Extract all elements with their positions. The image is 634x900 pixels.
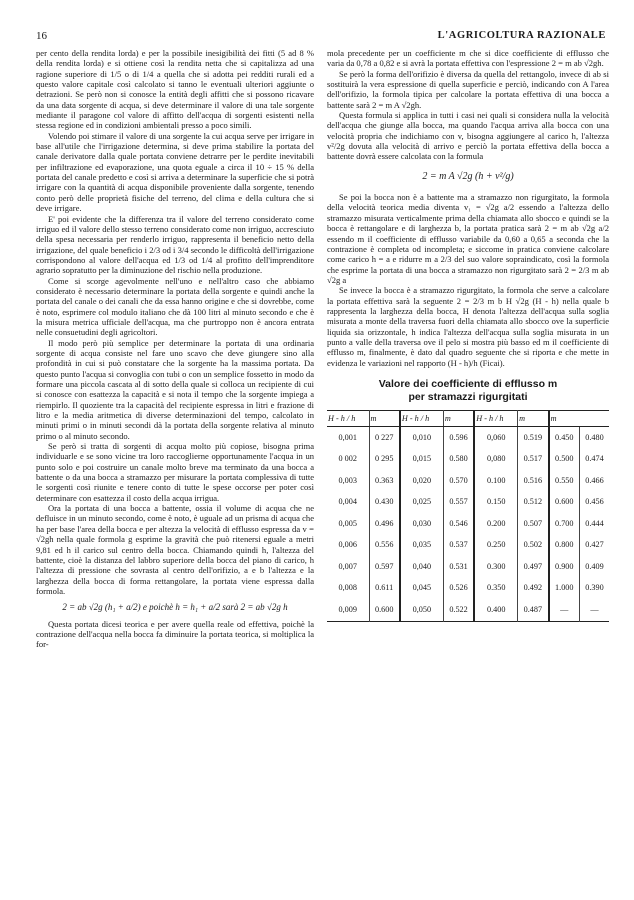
table-cell: 0.596: [443, 426, 474, 448]
table-cell: 0,001: [338, 432, 357, 442]
table-cell: 0.487: [518, 599, 549, 621]
paragraph: E' poi evidente che la differenza tra il valore del terreno considerato come irriguo ed il valore dello stesso terreno considerato come non irriguo, accresciuto della spesa necessaria per renderlo irriguo, rappresenta il beneficio netto della irrigazione, del quale beneficio i 2/3 od i 3/4 secondo le difficoltà dell'irrigazione corrispondono al valore dell'acqua ed 1/3 od 1/4 al profitto dell'imprenditore agrario sopratutto per la diminuzione del rischio nella produzione.: [36, 213, 314, 276]
table-row: [327, 599, 609, 621]
table-cell: 0.456: [579, 492, 609, 514]
table-cell: 0,050: [400, 599, 443, 621]
table-cell: 0,006: [338, 540, 357, 550]
table-cell: —: [549, 599, 580, 621]
coefficient-table: [327, 410, 609, 622]
table-title-line: per stramazzi rigurgitati: [408, 390, 528, 403]
table-cell: 0.427: [579, 535, 609, 557]
table-cell: 0.430: [369, 492, 400, 514]
table-row: [327, 470, 609, 492]
table-cell: 0,060: [474, 426, 517, 448]
table-cell: 0.570: [443, 470, 474, 492]
table-cell: 0.150: [474, 492, 517, 514]
table-cell: 0,025: [400, 492, 443, 514]
column-header: H - h / h: [327, 410, 369, 426]
paragraph: Questa portata dicesi teorica e per avere quella reale od effettiva, poichè la contrazione dell'acqua nella bocca fa diminuire la portata teorica, si moltiplica la for-: [36, 618, 314, 650]
running-title: L'AGRICOLTURA RAZIONALE: [437, 30, 606, 41]
table-cell: 0.450: [549, 426, 580, 448]
paragraph: Se invece la bocca è a stramazzo rigurgitato, la formola che serve a calcolare la portata effettiva sarà la seguente 2 = 2/3 m b H √2g (H - h) nella quale b rappresenta la larghezza della bocca, H denota l'altezza dell'acqua sulla soglia misurata a monte della traversa fuori della chiamata allo sbocco ove la superficie liquida sia orizzontale, h indica l'altezza dell'acqua sulla soglia misurata in un punto a valle della traversa ove il pelo si mostra più basso ed m il coefficiente di efflusso m, finalmente, è dato dal quadro seguente che si riporta e che mette in evidenza le variazioni nel rapporto (H - h)/h (Ficai).: [327, 285, 609, 368]
page-number: 16: [36, 30, 47, 42]
table-cell: 0.500: [549, 449, 580, 471]
table-cell: 0,030: [400, 513, 443, 535]
table-cell: 0.580: [443, 449, 474, 471]
table-cell: 0.480: [579, 426, 609, 448]
paragraph: Questa formula si applica in tutti i casi nei quali si considera nulla la velocità dell'acqua che giunge alla bocca, ma quando l'acqua arriva alla bocca con una velocità propria che indichiamo con v, bisogna aggiungere al carico h, l'altezza v²/2g dovuta alla velocità di arrivo e perciò la portata effettiva della bocca a battente dovrà essere calcolata con la formula: [327, 110, 609, 162]
table-cell: 0,040: [400, 556, 443, 578]
paragraph: mola precedente per un coefficiente m che si dice coefficiente di efflusso che varia da 0,78 a 0,82 e si avrà la portata effettiva con l'espressione 2 = m ab √2gh.: [327, 48, 609, 69]
paragraph: per cento della rendita lorda) e per la possibile inesigibilità dei fitti (5 ad 8 % della rendita lorda) e si ottiene così la rendita netta che si capitalizza ad una ragione superiore di 1/5 o di 1/4 a quella che si adotta pei redditi rurali ed a questo valore capitale così calcolato si tanno le eventuali ulteriori aggiunte o detrazioni. Se però non si conosce la entità degli affitti che si possono ricavare da una data sorgente di acqua, si deve determinare il valore di una tale sorgente mediante il paragone col valore di affitto dell'acqua di sorgenti esistenti nella stessa regione ed in condizioni ambientali presso a poco simili.: [36, 48, 314, 131]
table-cell: 0 227: [369, 426, 400, 448]
table-cell: 0,008: [338, 583, 357, 593]
table-cell: 0.600: [369, 599, 400, 621]
formula-portata: 2 = ab √2g (h₁ + a/2) e poichè h = h₁ + a/2 sarà 2 = ab √2g h: [62, 602, 288, 613]
table-cell: 0.556: [369, 535, 400, 557]
table-title: [327, 378, 609, 404]
table-cell: 0.497: [518, 556, 549, 578]
left-column: [36, 48, 314, 650]
paragraph: Il modo però più semplice per determinare la portata di una ordinaria sorgente di acqua consiste nel fare uno scavo che deve giungere sino alla profondità in cui si può constatare che la sorgente ha la massima portata. Da questo punto l'acqua si convoglia con tubi o con un semplice fossetto in modo da formare una piccola cascata al di sotto della quale si colloca un recipiente di cui si conosce con esattezza la capacità e si nota il tempo che la sorgente impiega a riempirlo. Il quoziente tra la capacità del recipiente espressa in litri e frazione di litro e la media aritmetica di diverse determinazioni del tempo, calcolato in minuti primi o in minuti secondi dà la portata della sorgente relativa al minuto primo o al minuto secondo.: [36, 337, 314, 441]
table-title-line: Valore dei coefficiente di efflusso m: [378, 377, 558, 390]
table-cell: 0.200: [474, 513, 517, 535]
table-cell: 0.507: [518, 513, 549, 535]
table-cell: 0.492: [518, 578, 549, 600]
table-cell: 0.400: [474, 599, 517, 621]
table-cell: 0 002: [338, 454, 357, 464]
column-header: m: [369, 410, 400, 426]
table-cell: 0.512: [518, 492, 549, 514]
table-cell: 0.519: [518, 426, 549, 448]
table-cell: 0.517: [518, 449, 549, 471]
table-cell: 0.516: [518, 470, 549, 492]
table-cell: 0,080: [474, 449, 517, 471]
column-header: m: [443, 410, 474, 426]
table-cell: 0,007: [338, 561, 357, 571]
paragraph: Se però la forma dell'orifizio è diversa da quella del rettangolo, invece di ab si sostituirà la vera espressione di quella superficie e perciò, indicando con A l'area dell'orifizio, la formola tipica per calcolare la portata effettiva di una bocca a battente sarà 2 = m A √2gh.: [327, 68, 609, 110]
paragraph: Ora la portata di una bocca a battente, ossia il volume di acqua che ne defluisce in un minuto secondo, come è noto, è uguale ad un prisma di acqua che ha per base l'area della bocca e per altezza la velocità di efflusso espressa da v = √2gh nella quale formola g esprime la gravità che può ritenersi eguale a metri 9,81 ed h il carico sul centro della bocca. Chiamando quindi h, l'altezza del battente, cioè la distanza del labbro superiore della bocca del piano di carico, h l'altezza di pressione che sovrasta al centro dell'orifizio, a e b l'altezza e la larghezza della bocca di forma rettangolare, la portata viene espressa dalla formola.: [36, 503, 314, 596]
table-header-row: [327, 410, 609, 426]
paragraph: Se però si tratta di sorgenti di acqua molto più copiose, bisogna prima individuarle e se sono vicine tra loro raccoglierne opportunamente l'acqua in un punto solo e poi costruire un canale molto breve ma terminato da una bocca a battente o da una bocca a stramazzo per misurare la portata complessiva di tutte le sorgenti così riunite e tenere conto di tutte le spese occorse per poter così determinare con esattezza il costo della acqua irrigua.: [36, 441, 314, 503]
table-row: [327, 556, 609, 578]
table-cell: 0,005: [338, 518, 357, 528]
table-cell: 0.496: [369, 513, 400, 535]
paragraph: Come si scorge agevolmente nell'uno e nell'altro caso che abbiamo considerato è necessario determinare la portata della sorgente e quindi anche la portata del canale o dei canali che da essa hanno origine e che si dovrebbe, come è noto, esprimere col modulo italiano che dà 100 litri al minuto secondo e che è la misura metrica ufficiale dell'acqua, ma che purtroppo non è ancora entrata nelle consuetudini degli agricoltori.: [36, 275, 314, 338]
table-cell: 0,015: [400, 449, 443, 471]
table-cell: 0.526: [443, 578, 474, 600]
table-cell: 0,004: [338, 497, 357, 507]
paragraph: Volendo poi stimare il valore di una sorgente la cui acqua serve per irrigare in base all'utile che l'irrigazione determina, si deve prima stabilire la portata del canale derivatore dalla quale portata conviene detrarre per le perdite inevitabili per infiltrazione ed evaporazione, una quota eguale a circa il 10 ÷ 15 % della portata del canale predetto e così si arriva a determinare la superficie che si potrà irrigare con la quantità di acqua disponibile proveniente dalla sorgente, tenendo conto però delle proprietà fisiche del terreno, del clima e della cultura che si deve irrigare.: [36, 130, 314, 214]
table-cell: 1.000: [549, 578, 580, 600]
table-row: [327, 492, 609, 514]
table-cell: 0.300: [474, 556, 517, 578]
table-cell: 0.597: [369, 556, 400, 578]
table-cell: 0,010: [400, 426, 443, 448]
table-row: [327, 426, 609, 448]
table-cell: 0,035: [400, 535, 443, 557]
table-body: [327, 426, 609, 621]
table-cell: 0,003: [338, 475, 357, 485]
table-cell: 0.900: [549, 556, 580, 578]
table-cell: 0.600: [549, 492, 580, 514]
formula-velocity: 2 = m A √2g (h + v²/g): [422, 170, 514, 182]
table-cell: 0.550: [549, 470, 580, 492]
table-cell: 0,020: [400, 470, 443, 492]
table-cell: 0.100: [474, 470, 517, 492]
table-row: [327, 578, 609, 600]
column-header: H - h / h: [400, 410, 443, 426]
table-cell: 0.537: [443, 535, 474, 557]
table-cell: 0.363: [369, 470, 400, 492]
table-cell: 0.522: [443, 599, 474, 621]
table-cell: 0.502: [518, 535, 549, 557]
table-cell: 0.611: [369, 578, 400, 600]
table-cell: 0.466: [579, 470, 609, 492]
table-cell: 0.474: [579, 449, 609, 471]
table-cell: 0.531: [443, 556, 474, 578]
table-cell: 0.557: [443, 492, 474, 514]
table-row: [327, 535, 609, 557]
table-row: [327, 513, 609, 535]
table-cell: 0.800: [549, 535, 580, 557]
table-cell: 0.350: [474, 578, 517, 600]
table-cell: 0.444: [579, 513, 609, 535]
table-cell: 0.390: [579, 578, 609, 600]
table-cell: 0.546: [443, 513, 474, 535]
table-cell: 0,009: [338, 604, 357, 614]
paragraph: Se poi la bocca non è a battente ma a stramazzo non rigurgitato, la formola della velocità teorica media diventa v₁ = √2g a/2 essendo a l'altezza dello stramazzo misurata verticalmente prima della chiamata allo sbocco e quindi se la bocca è rettangolare e di larghezza b, la portata pratica sarà 2 = m ab √2g a/2 essendo m il coefficiente di efflusso variabile da 0,60 a 0,65 a seconda che la contrazione è completa od incompleta; e siccome in pratica conviene calcolare come carico h = a e ridurre m a 2/3 del suo valore sopraindicato, così la formola che esprime la portata di una bocca a stramazzo non rigurgitato sarà 2 = 2/3 m ab √2g a: [327, 192, 609, 285]
column-header: m: [518, 410, 549, 426]
table-cell: 0,045: [400, 578, 443, 600]
table-row: [327, 449, 609, 471]
column-header: m: [549, 410, 609, 426]
table-cell: 0 295: [369, 449, 400, 471]
column-header: H - h / h: [474, 410, 517, 426]
table-cell: 0.250: [474, 535, 517, 557]
right-column: [327, 48, 609, 622]
table-cell: 0.409: [579, 556, 609, 578]
table-cell: —: [579, 599, 609, 621]
table-cell: 0.700: [549, 513, 580, 535]
